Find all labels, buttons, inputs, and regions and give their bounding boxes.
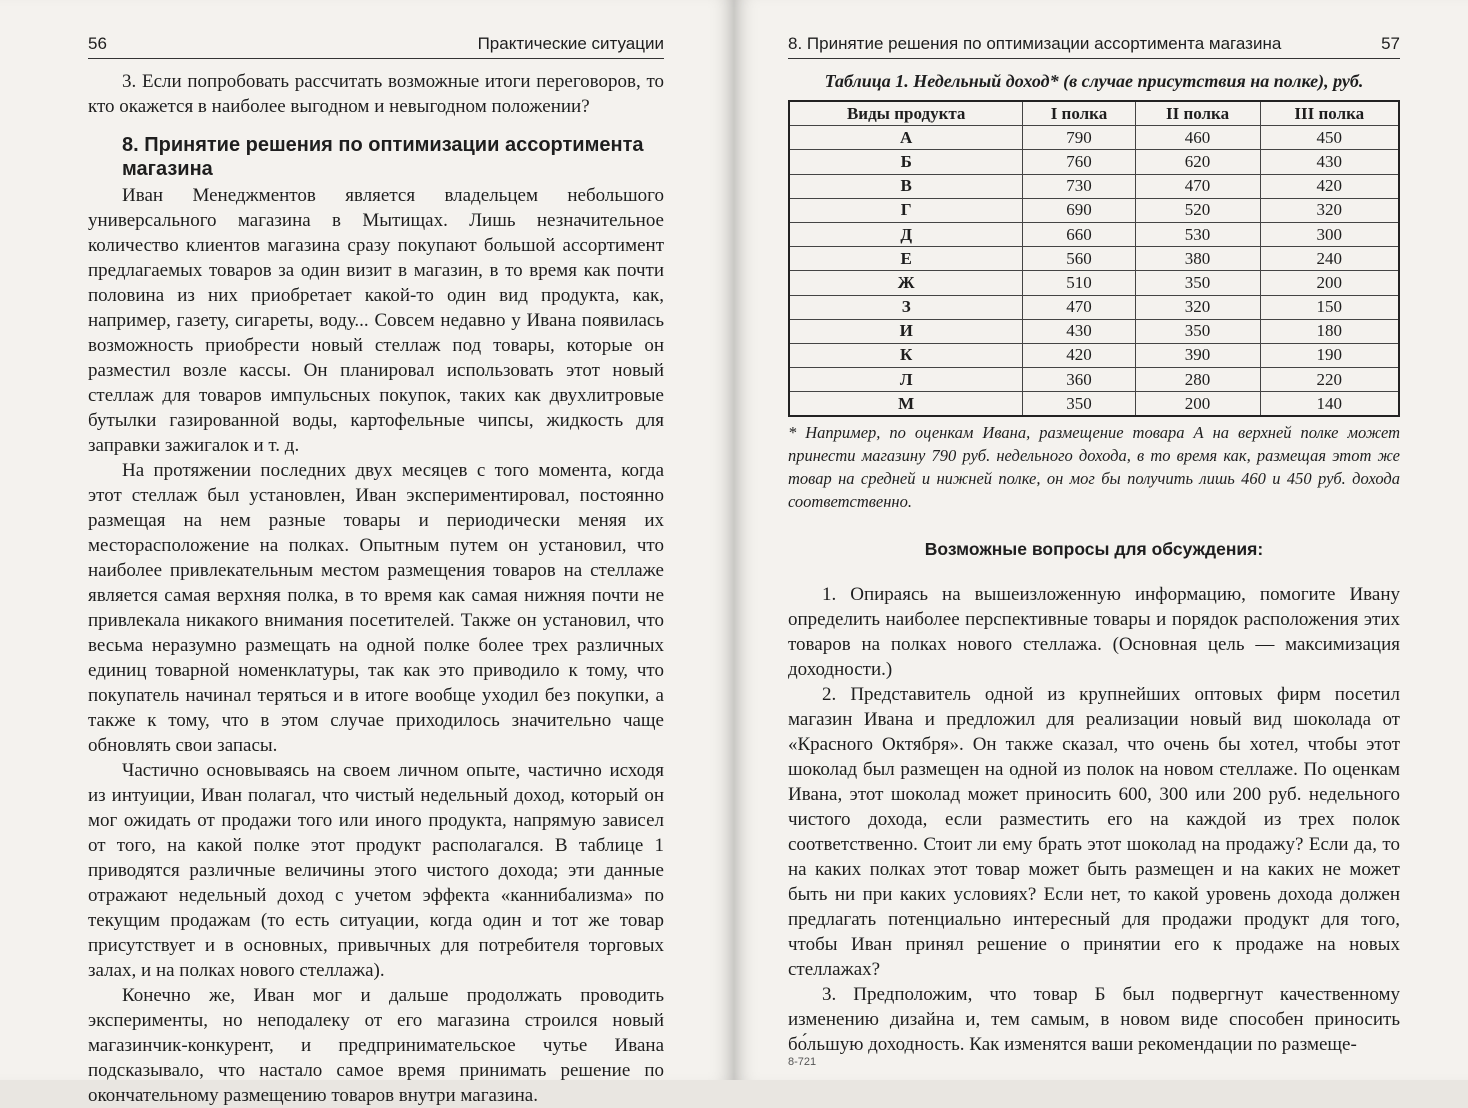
question-2: 2. Представитель одной из крупнейших оптовых фирм посетил магазин Ивана и предложил для реализации новый вид шоколада от «Красного Октября». Он также сказал, что очень бы хотел, чтобы этот шоколад был размещен на одной из полок на новом стеллаже. По оценкам Ивана, этот шоколад может приносить 600, 300 или 200 руб. недельного чистого дохода, если разместить его на каждой из трех полок соответственно. Стоит ли ему брать этот шоколад на продажу? Если да, то на каких полках этот товар может быть размещен и на каких не может быть ни при каких условиях? Если нет, то какой уровень дохода должен предлагать потенциально интересный для продажи продукт для того, чтобы Иван принял решение о принятии его к продаже на новых стеллажах? — [788, 684, 1400, 981]
value-cell: 430 — [1023, 319, 1135, 343]
value-cell: 430 — [1260, 150, 1399, 174]
value-cell: 690 — [1023, 198, 1135, 222]
value-cell: 560 — [1023, 247, 1135, 271]
table-row — [789, 392, 1399, 417]
product-cell: Ж — [789, 271, 1023, 295]
header-product: Виды продукта — [789, 101, 1023, 126]
right-page-number: 57 — [1381, 34, 1400, 53]
product-cell: Л — [789, 368, 1023, 392]
value-cell: 150 — [1260, 295, 1399, 319]
value-cell: 760 — [1023, 150, 1135, 174]
table-row — [789, 198, 1399, 222]
value-cell: 200 — [1135, 392, 1260, 417]
value-cell: 510 — [1023, 271, 1135, 295]
value-cell: 790 — [1023, 126, 1135, 150]
product-cell: Г — [789, 198, 1023, 222]
value-cell: 450 — [1260, 126, 1399, 150]
table-row — [789, 174, 1399, 198]
right-running-header — [788, 34, 1400, 59]
value-cell: 520 — [1135, 198, 1260, 222]
table-row — [789, 319, 1399, 343]
product-cell: Б — [789, 150, 1023, 174]
paragraph-3: Частично основываясь на своем личном опыте, частично исходя из интуиции, Иван полагал, что чистый недельный доход, который он мог ожидать от продажи того или иного продукта, напрямую зависел от того, на какой полке этот продукт располагался. В таблице 1 приводятся различные величины этого чистого дохода; эти данные отражают недельный доход с учетом эффекта «каннибализма» по текущим продажам (то есть ситуации, когда один и тот же товар присутствует и в основных, привычных для потребителя торговых залах, и на полках нового стеллажа). — [88, 760, 664, 981]
table-row — [789, 247, 1399, 271]
value-cell: 180 — [1260, 319, 1399, 343]
section-title: 8. Принятие решения по оптимизации ассортимента магазина — [122, 134, 644, 180]
value-cell: 220 — [1260, 368, 1399, 392]
value-cell: 240 — [1260, 247, 1399, 271]
product-cell: А — [789, 126, 1023, 150]
table-footnote: * Например, по оценкам Ивана, размещение товара А на верхней полке может принести магазину 790 руб. недельного дохода, в то время как, размещая этот же товар на средней и нижней полке, он мог бы получить лишь 460 и 450 руб. дохода соответственно. — [788, 423, 1400, 512]
value-cell: 470 — [1023, 295, 1135, 319]
product-cell: В — [789, 174, 1023, 198]
left-running-head-title: Практические ситуации — [477, 34, 664, 53]
left-page — [0, 0, 734, 1106]
product-cell: К — [789, 343, 1023, 367]
question-3: 3. Предположим, что товар Б был подвергнут качественному изменению дизайна и, тем самым, в новом виде способен приносить бо́льшую доходность. Как изменятся ваши рекомендации по размеще- — [788, 984, 1400, 1056]
value-cell: 350 — [1135, 271, 1260, 295]
value-cell: 420 — [1023, 343, 1135, 367]
question-1: 1. Опираясь на вышеизложенную информацию, помогите Ивану определить наиболее перспективные товары и порядок расположения этих товаров на полках нового стеллажа. (Основная цель — максимизация доходности.) — [788, 584, 1400, 681]
left-body — [88, 69, 664, 1108]
table-row — [789, 295, 1399, 319]
value-cell: 660 — [1023, 222, 1135, 246]
header-shelf-2: II полка — [1135, 101, 1260, 126]
value-cell: 320 — [1260, 198, 1399, 222]
table-row — [789, 222, 1399, 246]
value-cell: 280 — [1135, 368, 1260, 392]
header-shelf-1: I полка — [1023, 101, 1135, 126]
table-row — [789, 368, 1399, 392]
value-cell: 360 — [1023, 368, 1135, 392]
left-page-number: 56 — [88, 34, 107, 53]
paragraph-1: Иван Менеджментов является владельцем небольшого универсального магазина в Мытищах. Лишь незначительное количество клиентов магазина сразу покупают большой ассортимент предлагаемых товаров за один визит в магазин, в то время как почти половина из них приобретает какой-то один вид продукта, как, например, газету, сигареты, воду... Совсем недавно у Ивана появилась возможность приобрести новый стеллаж под товары, которые он разместил возле кассы. Он планировал использовать этот новый стеллаж для товаров импульсных покупок, таких как двухлитровые бутылки газированной воды, картофельные чипсы, жидкость для заправки зажигалок и т. д. — [88, 185, 664, 456]
value-cell: 460 — [1135, 126, 1260, 150]
product-cell: И — [789, 319, 1023, 343]
value-cell: 390 — [1135, 343, 1260, 367]
value-cell: 350 — [1023, 392, 1135, 417]
question-3-previous-case: 3. Если попробовать рассчитать возможные итоги переговоров, то кто окажется в наиболее выгодном и невыгодном положении? — [88, 71, 664, 117]
value-cell: 190 — [1260, 343, 1399, 367]
table-row — [789, 343, 1399, 367]
print-signature-mark: 8-721 — [788, 1056, 817, 1068]
value-cell: 200 — [1260, 271, 1399, 295]
left-running-header — [88, 34, 664, 59]
value-cell: 420 — [1260, 174, 1399, 198]
right-page — [734, 0, 1468, 1080]
product-cell: Д — [789, 222, 1023, 246]
header-shelf-3: III полка — [1260, 101, 1399, 126]
weekly-income-table — [788, 100, 1400, 417]
value-cell: 300 — [1260, 222, 1399, 246]
value-cell: 140 — [1260, 392, 1399, 417]
table-row — [789, 271, 1399, 295]
value-cell: 530 — [1135, 222, 1260, 246]
product-cell: Е — [789, 247, 1023, 271]
paragraph-2: На протяжении последних двух месяцев с того момента, когда этот стеллаж был установлен, Иван экспериментировал, постоянно размещая на нем разные товары и периодически меняя их месторасположение на полках. Опытным путем он установил, что наиболее привлекательным местом размещения товаров на стеллаже является самая верхняя полка, в то время как самая нижняя почти не привлекала никакого внимания посетителей. Также он установил, что весьма неразумно размещать на одной полке более трех различных единиц товарной номенклатуры, так как это приводило к тому, что покупатель начинал теряться и в итоге вообще уходил без покупки, а также к тому, что в этом случае приходилось значительно чаще обновлять свои запасы. — [88, 460, 664, 756]
product-cell: М — [789, 392, 1023, 417]
table-row — [789, 150, 1399, 174]
value-cell: 620 — [1135, 150, 1260, 174]
questions-title: Возможные вопросы для обсуждения: — [924, 539, 1264, 560]
product-cell: З — [789, 295, 1023, 319]
table-header-row — [789, 101, 1399, 126]
value-cell: 350 — [1135, 319, 1260, 343]
table-caption: Таблица 1. Недельный доход* (в случае присутствия на полке), руб. — [824, 71, 1364, 91]
value-cell: 380 — [1135, 247, 1260, 271]
value-cell: 470 — [1135, 174, 1260, 198]
value-cell: 320 — [1135, 295, 1260, 319]
value-cell: 730 — [1023, 174, 1135, 198]
right-running-head-title: 8. Принятие решения по оптимизации ассортимента магазина — [788, 34, 1282, 53]
paragraph-4: Конечно же, Иван мог и дальше продолжать проводить эксперименты, но неподалеку от его магазина строился новый магазинчик-конкурент, и предпринимательское чутье Ивана подсказывало, что настало самое время принимать решение по окончательному размещению товаров внутри магазина. — [88, 985, 664, 1106]
table-row — [789, 126, 1399, 150]
questions-list — [788, 582, 1400, 1057]
